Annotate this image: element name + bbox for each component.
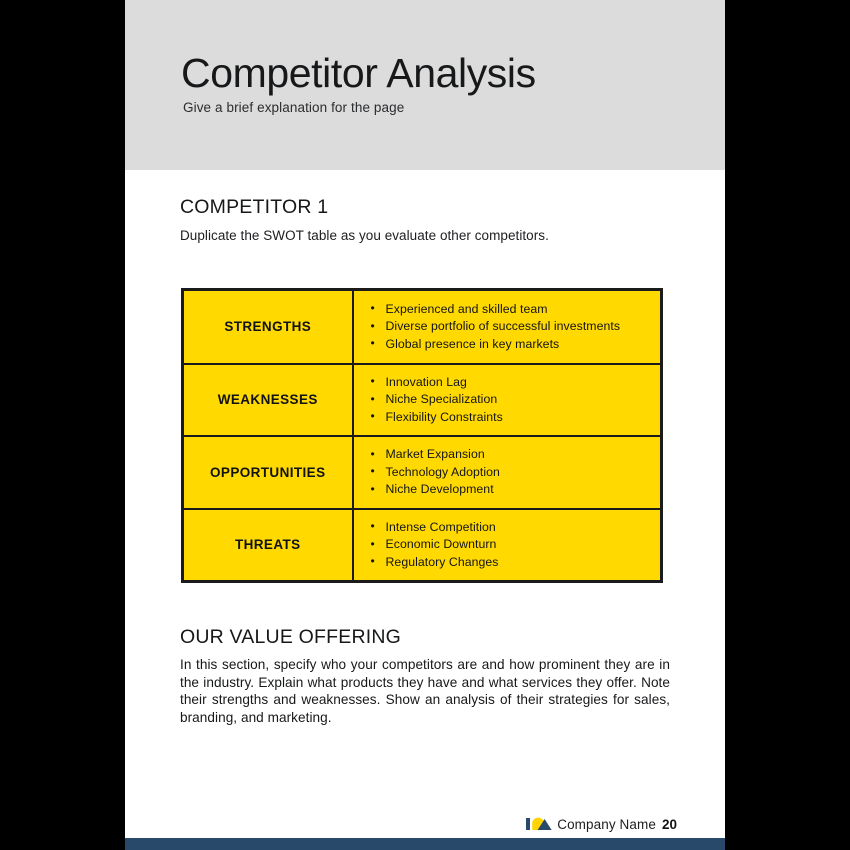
- swot-items-weaknesses: [353, 364, 662, 437]
- swot-label-strengths: STRENGTHS: [183, 290, 353, 364]
- company-logo-icon: [526, 817, 552, 831]
- value-section-heading: OUR VALUE OFFERING: [180, 626, 402, 648]
- list-item: • Technology Adoption: [368, 464, 651, 482]
- swot-table: [181, 288, 663, 583]
- swot-items-threats: [353, 509, 662, 582]
- swot-item-list: [368, 519, 651, 572]
- competitor-section-heading: COMPETITOR 1: [180, 196, 329, 218]
- list-item: • Intense Competition: [368, 519, 651, 537]
- footer-accent-bar: [125, 838, 725, 850]
- swot-label-weaknesses: WEAKNESSES: [183, 364, 353, 437]
- list-item: • Market Expansion: [368, 446, 651, 464]
- slide-body: [125, 170, 725, 850]
- list-item: • Flexibility Constraints: [368, 409, 651, 427]
- table-row: [183, 290, 662, 364]
- slide-page: [125, 0, 725, 850]
- list-item: • Experienced and skilled team: [368, 301, 651, 319]
- page-number: 20: [661, 816, 677, 832]
- swot-label-opportunities: OPPORTUNITIES: [183, 436, 353, 509]
- list-item: • Global presence in key markets: [368, 336, 651, 354]
- swot-item-list: [368, 374, 651, 427]
- slide-footer: [125, 810, 725, 838]
- table-row: [183, 436, 662, 509]
- swot-item-list: [368, 301, 651, 354]
- list-item: • Niche Specialization: [368, 391, 651, 409]
- table-row: [183, 509, 662, 582]
- list-item: • Innovation Lag: [368, 374, 651, 392]
- swot-label-threats: THREATS: [183, 509, 353, 582]
- swot-item-list: [368, 446, 651, 499]
- list-item: • Economic Downturn: [368, 536, 651, 554]
- value-section-paragraph: In this section, specify who your competitors are and how prominent they are in the industry. Explain what products they have and what services they offer. Note their strengths and weaknesses. Show an analysis of their strategies for sales, branding, and marketing.: [180, 657, 670, 725]
- table-row: [183, 364, 662, 437]
- swot-items-strengths: [353, 290, 662, 364]
- list-item: • Regulatory Changes: [368, 554, 651, 572]
- list-item: • Diverse portfolio of successful investments: [368, 318, 651, 336]
- competitor-section-subtext: Duplicate the SWOT table as you evaluate other competitors.: [180, 228, 549, 243]
- list-item: • Niche Development: [368, 481, 651, 499]
- page-title: Competitor Analysis: [181, 50, 536, 96]
- swot-items-opportunities: [353, 436, 662, 509]
- slide-header: [125, 0, 725, 170]
- page-subtitle: Give a brief explanation for the page: [183, 100, 405, 115]
- footer-brand-name: Company Name: [557, 816, 656, 832]
